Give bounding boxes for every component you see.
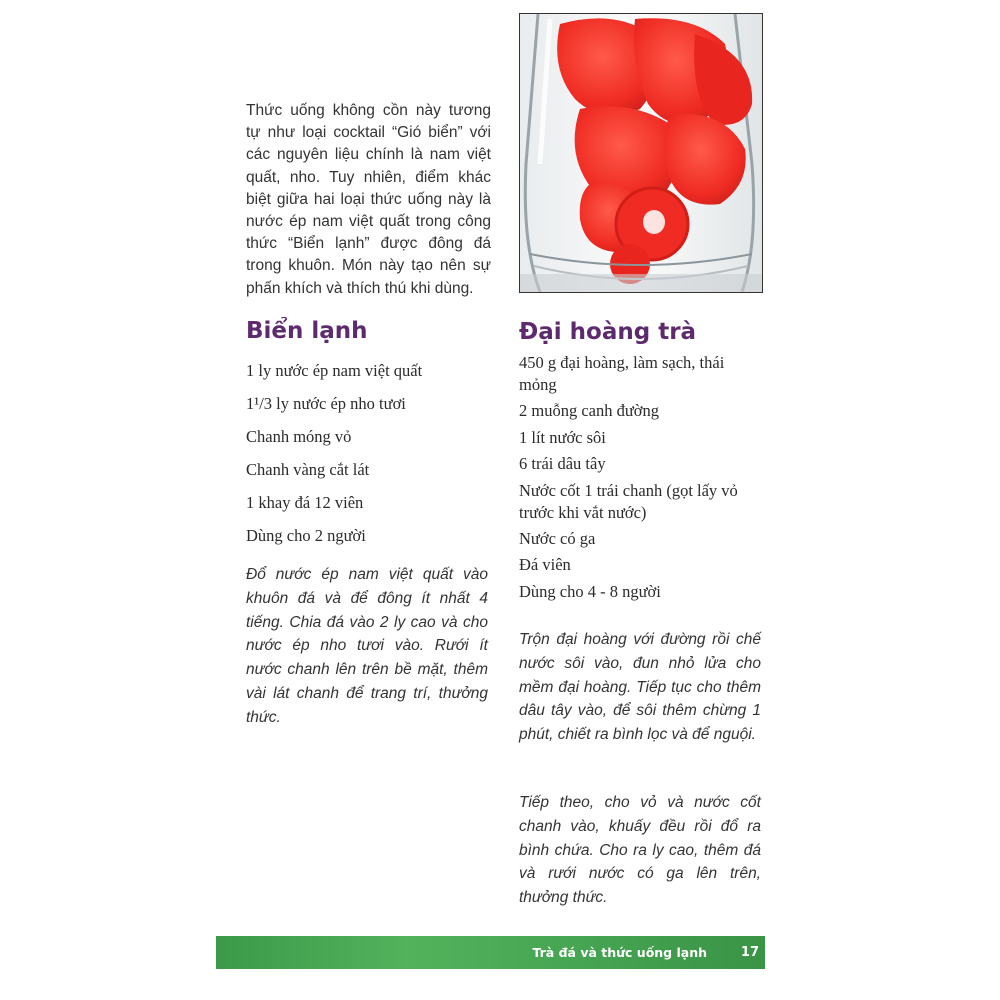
ingredient-item: 1¹/3 ly nước ép nho tươi (246, 394, 406, 413)
ingredient-list-bien-lanh (246, 361, 496, 559)
ingredient-item: Chanh vàng cắt lát (246, 460, 370, 479)
ingredient-item: Dùng cho 2 người (246, 526, 366, 545)
ingredient-item: Nước cốt 1 trái chanh (gọt lấy vỏ trước khi vắt nước) (519, 480, 738, 522)
ingredient-item: 1 khay đá 12 viên (246, 493, 364, 512)
ingredient-item: 6 trái dâu tây (519, 454, 606, 474)
method-dai-hoang-tra-step-1: Trộn đại hoàng với đường rồi chế nước sôi vào, đun nhỏ lửa cho mềm đại hoàng. Tiếp tục cho thêm dâu tây vào, để sôi thêm chừng 1 phút, chiết ra bình lọc và để nguội. (519, 631, 761, 744)
ingredient-list-dai-hoang-tra (519, 352, 764, 607)
drink-photo (519, 13, 763, 293)
ingredient-item: 450 g đại hoàng, làm sạch, thái mỏng (519, 353, 725, 394)
ingredient-item: 1 ly nước ép nam việt quất (246, 361, 423, 380)
ingredient-item: 2 muỗng canh đường (519, 401, 660, 421)
page-number: 17 (740, 945, 759, 960)
method-dai-hoang-tra-step-2: Tiếp theo, cho vỏ và nước cốt chanh vào, khuấy đều rồi đổ ra bình chứa. Cho ra ly cao, thêm đá và rưới nước có ga lên trên, thưởng thức. (519, 794, 761, 907)
ingredient-item: Đá viên (519, 555, 571, 575)
ingredient-item: Nước có ga (519, 528, 596, 548)
drink-illustration (520, 14, 762, 292)
ingredient-item: Chanh móng vỏ (246, 427, 352, 446)
intro-paragraph: Thức uống không cồn này tương tự như loại cocktail “Gió biển” với các nguyên liệu chính là nam việt quất, nho. Tuy nhiên, điểm khác biệt giữa hai loại thức uống này là nước ép nam việt quất trong công thức “Biển lạnh” được đông đá trong khuôn. Món này tạo nên sự phấn khích và thích thú khi dùng. (246, 102, 491, 297)
method-bien-lanh: Đổ nước ép nam việt quất vào khuôn đá và để đông ít nhất 4 tiếng. Chia đá vào 2 ly cao và cho nước ép nho tươi vào. Rưới ít nước chanh lên trên bề mặt, thêm vài lát chanh để trang trí, thưởng thức. (246, 566, 488, 726)
footer-band (216, 936, 765, 969)
ingredient-item: Dùng cho 4 - 8 người (519, 581, 661, 601)
footer-section-title: Trà đá và thức uống lạnh (532, 945, 707, 960)
recipe-title-bien-lanh: Biển lạnh (246, 318, 368, 344)
recipe-title-dai-hoang-tra: Đại hoàng trà (519, 319, 697, 345)
ingredient-item: 1 lít nước sôi (519, 427, 606, 447)
